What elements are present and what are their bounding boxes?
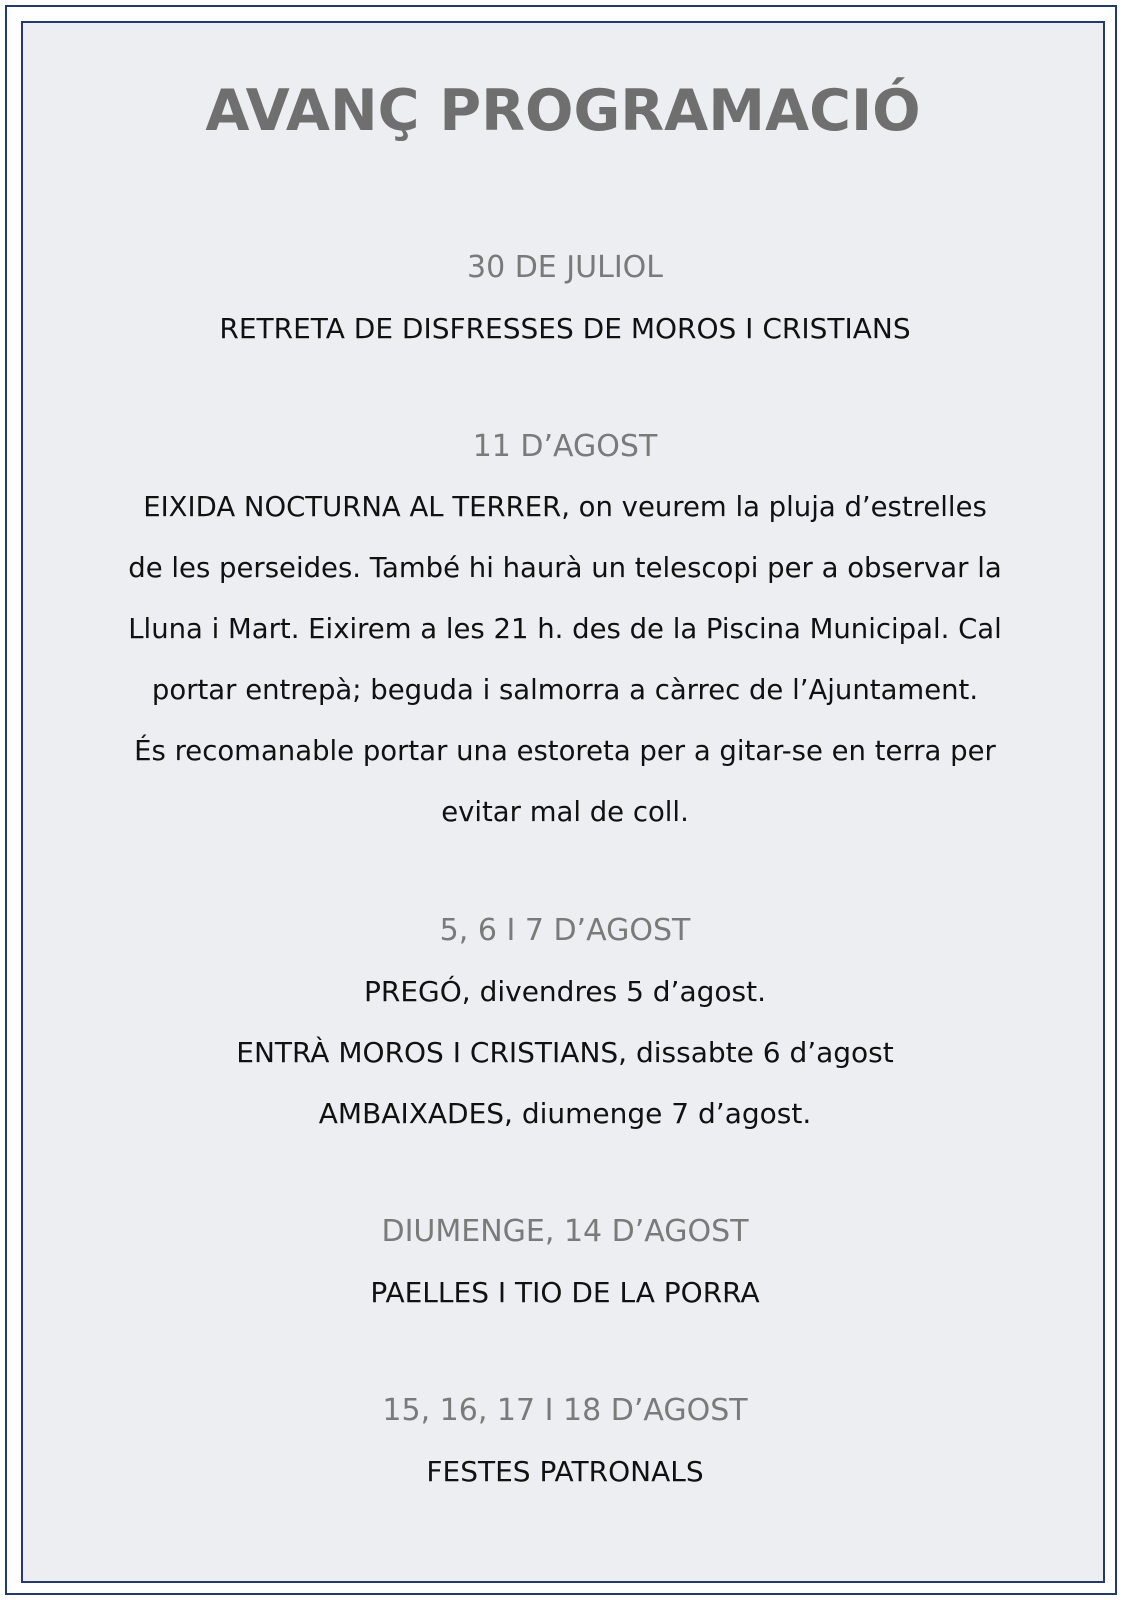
event-description-line: Lluna i Mart. Eixirem a les 21 h. des de la Piscina Municipal. Cal — [128, 613, 1002, 645]
event-3 — [53, 900, 1077, 1144]
event-description-line: AMBAIXADES, diumenge 7 d’agost. — [318, 1097, 812, 1130]
event-2 — [53, 416, 1077, 843]
event-description-line: RETRETA DE DISFRESSES DE MOROS I CRISTIANS — [219, 312, 911, 345]
event-date: 5, 6 I 7 D’AGOST — [439, 913, 691, 948]
event-description-line: És recomanable portar una estoreta per a gitar-se en terra per — [134, 735, 996, 767]
event-1 — [53, 237, 1077, 359]
event-date: 30 DE JULIOL — [467, 250, 663, 285]
event-date: 11 D’AGOST — [472, 429, 658, 464]
program-list — [53, 237, 1077, 1559]
inner-frame — [21, 21, 1105, 1583]
event-description-line: ENTRÀ MOROS I CRISTIANS, dissabte 6 d’agost — [236, 1036, 894, 1069]
event-5 — [53, 1380, 1077, 1502]
event-description-line: EIXIDA NOCTURNA AL TERRER, on veurem la pluja d’estrelles — [143, 491, 987, 523]
event-date: DIUMENGE, 14 D’AGOST — [381, 1214, 749, 1249]
event-description-line: portar entrepà; beguda i salmorra a càrrec de l’Ajuntament. — [151, 674, 979, 706]
event-4 — [53, 1201, 1077, 1323]
event-description-line: evitar mal de coll. — [441, 796, 689, 828]
outer-frame — [5, 5, 1117, 1595]
event-description-line: de les perseides. També hi haurà un telescopi per a observar la — [128, 552, 1002, 584]
page-title: AVANÇ PROGRAMACIÓ — [205, 78, 921, 144]
event-description-line: PAELLES I TIO DE LA PORRA — [370, 1276, 760, 1309]
event-date: 15, 16, 17 I 18 D’AGOST — [382, 1393, 748, 1428]
event-description-line: FESTES PATRONALS — [426, 1455, 704, 1488]
event-description-line: PREGÓ, divendres 5 d’agost. — [364, 975, 766, 1008]
